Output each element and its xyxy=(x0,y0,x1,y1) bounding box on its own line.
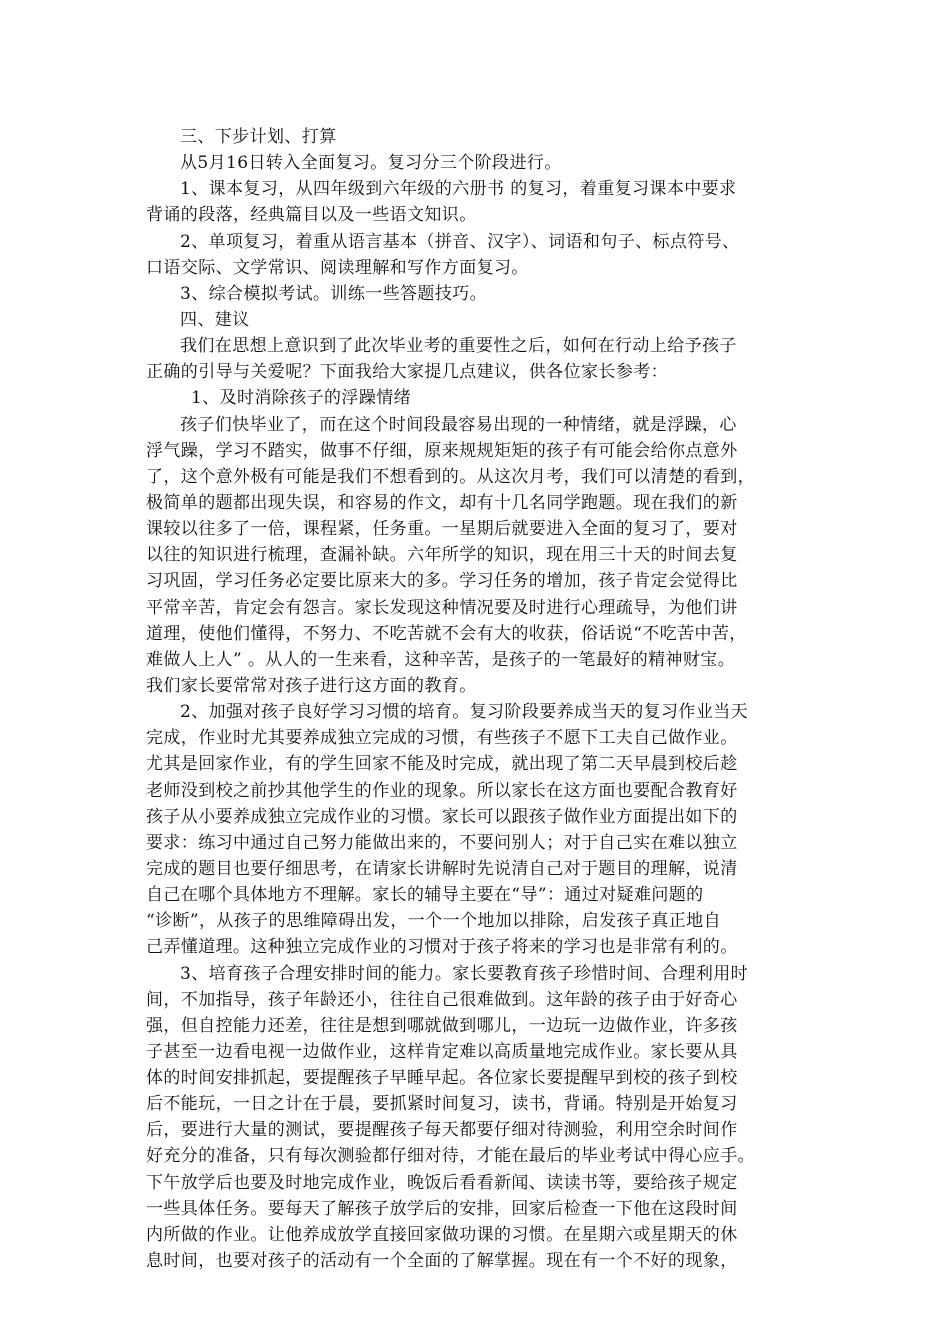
paragraph-line: 极简单的题都出现失误，和容易的作文，却有十几名同学跑题。现在我们的新 xyxy=(146,492,738,513)
paragraph-line: 我们家长要常常对孩子进行这方面的教育。 xyxy=(146,675,477,696)
paragraph-line: 习巩固，学习任务必定要比原来大的多。学习任务的增加，孩子肯定会觉得比 xyxy=(146,571,738,592)
paragraph-line: 平常辛苦，肯定会有怨言。家长发现这种情况要及时进行心理疏导，为他们讲 xyxy=(146,597,738,618)
paragraph-line: 完成，作业时尤其要养成独立完成的习惯，有些孩子不愿下工夫自己做作业。 xyxy=(146,728,738,749)
paragraph-line: 后，要进行大量的测试，要提醒孩子每天都要仔细对待测验，利用空余时间作 xyxy=(146,1120,738,1141)
paragraph-line: 强，但自控能力还差，往往是想到哪就做到哪儿，一边玩一边做作业，许多孩 xyxy=(146,1015,738,1036)
paragraph-line: 道理，使他们懂得，不努力、不吃苦就不会有大的收获，俗话说“不吃苦中苦， xyxy=(146,623,747,644)
paragraph-line: 2、加强对孩子良好学习习惯的培育。复习阶段要养成当天的复习作业当天 xyxy=(180,702,749,723)
paragraph-line: 孩子们快毕业了，而在这个时间段最容易出现的一种情绪，就是浮躁，心 xyxy=(180,414,737,435)
paragraph-line: 以往的知识进行梳理，查漏补缺。六年所学的知识，现在用三十天的时间去复 xyxy=(146,545,738,566)
section-heading-plan: 三、下步计划、打算 xyxy=(180,127,337,147)
paragraph-line: 1、课本复习，从四年级到六年级的六册书 的复习，着重复习课本中要求 xyxy=(180,179,737,200)
paragraph-line: 老师没到校之前抄其他学生的作业的现象。所以家长在这方面也要配合教育好 xyxy=(146,780,738,801)
paragraph-line: 好充分的准备，只有每次测验都仔细对待，才能在最后的毕业考试中得心应手。 xyxy=(146,1146,755,1167)
paragraph-line: 正确的引导与关爱呢？下面我给大家提几点建议，供各位家长参考： xyxy=(146,362,668,383)
paragraph-line: 一些具体任务。要每天了解孩子放学后的安排，回家后检查一下他在这段时间 xyxy=(146,1198,738,1219)
paragraph-line: 从5月16日转入全面复习。复习分三个阶段进行。 xyxy=(180,153,562,174)
paragraph-line: 自己在哪个具体地方不理解。家长的辅导主要在“导”：通过对疑难问题的 xyxy=(146,885,704,906)
subheading-line: 1、及时消除孩子的浮躁情绪 xyxy=(191,388,412,409)
paragraph-line: 难做人上人” 。从人的一生来看，这种辛苦，是孩子的一笔最好的精神财宝。 xyxy=(146,649,736,670)
paragraph-line: 间，不加指导，孩子年龄还小，往往自己很难做到。这年龄的孩子由于好奇心 xyxy=(146,989,738,1010)
paragraph-line: 己弄懂道理。这种独立完成作业的习惯对于孩子将来的学习也是非常有利的。 xyxy=(146,937,738,958)
paragraph-line: 口语交际、文学常识、阅读理解和写作方面复习。 xyxy=(146,257,529,278)
paragraph-line: 3、培育孩子合理安排时间的能力。家长要教育孩子珍惜时间、合理利用时 xyxy=(180,963,749,984)
paragraph-line: 体的时间安排抓起，要提醒孩子早睡早起。各位家长要提醒早到校的孩子到校 xyxy=(146,1068,738,1089)
paragraph-line: 2、单项复习，着重从语言基本（拼音、汉字）、词语和句子、标点符号、 xyxy=(180,231,740,252)
paragraph-line: 背诵的段落，经典篇目以及一些语文知识。 xyxy=(146,205,477,226)
paragraph-line: 要求：练习中通过自己努力能做出来的，不要问别人；对于自己实在难以独立 xyxy=(146,832,738,853)
paragraph-line: 浮气躁，学习不踏实，做事不仔细，原来规规矩矩的孩子有可能会给你点意外 xyxy=(146,440,738,461)
paragraph-line: 后不能玩，一日之计在于晨，要抓紧时间复习，读书，背诵。特别是开始复习 xyxy=(146,1094,738,1115)
paragraph-line: 下午放学后也要及时地完成作业，晚饭后看看新闻、读读书等，要给孩子规定 xyxy=(146,1172,738,1193)
paragraph-line: 子甚至一边看电视一边做作业，这样肯定难以高质量地完成作业。家长要从具 xyxy=(146,1041,738,1062)
paragraph-line: 我们在思想上意识到了此次毕业考的重要性之后，如何在行动上给予孩子 xyxy=(180,336,737,357)
paragraph-line: 课较以往多了一倍，课程紧，任务重。一星期后就要进入全面的复习了，要对 xyxy=(146,519,738,540)
paragraph-line: 了，这个意外极有可能是我们不想看到的。从这次月考，我们可以清楚的看到， xyxy=(146,466,755,487)
section-heading-suggestions: 四、建议 xyxy=(180,309,250,330)
paragraph-line: 3、综合模拟考试。训练一些答题技巧。 xyxy=(180,283,488,304)
paragraph-line: “诊断”，从孩子的思维障碍出发，一个一个地加以排除，启发孩子真正地自 xyxy=(146,911,721,932)
paragraph-line: 尤其是回家作业，有的学生回家不能及时完成，就出现了第二天早晨到校后趁 xyxy=(146,754,738,775)
paragraph-line: 孩子从小要养成独立完成作业的习惯。家长可以跟孩子做作业方面提出如下的 xyxy=(146,806,738,827)
document-body xyxy=(146,124,801,1274)
paragraph-line: 息时间，也要对孩子的活动有一个全面的了解掌握。现在有一个不好的现象， xyxy=(146,1251,738,1272)
paragraph-line: 内所做的作业。让他养成放学直接回家做功课的习惯。在星期六或星期天的休 xyxy=(146,1224,738,1245)
paragraph-line: 完成的题目也要仔细思考，在请家长讲解时先说清自己对于题目的理解，说清 xyxy=(146,858,738,879)
